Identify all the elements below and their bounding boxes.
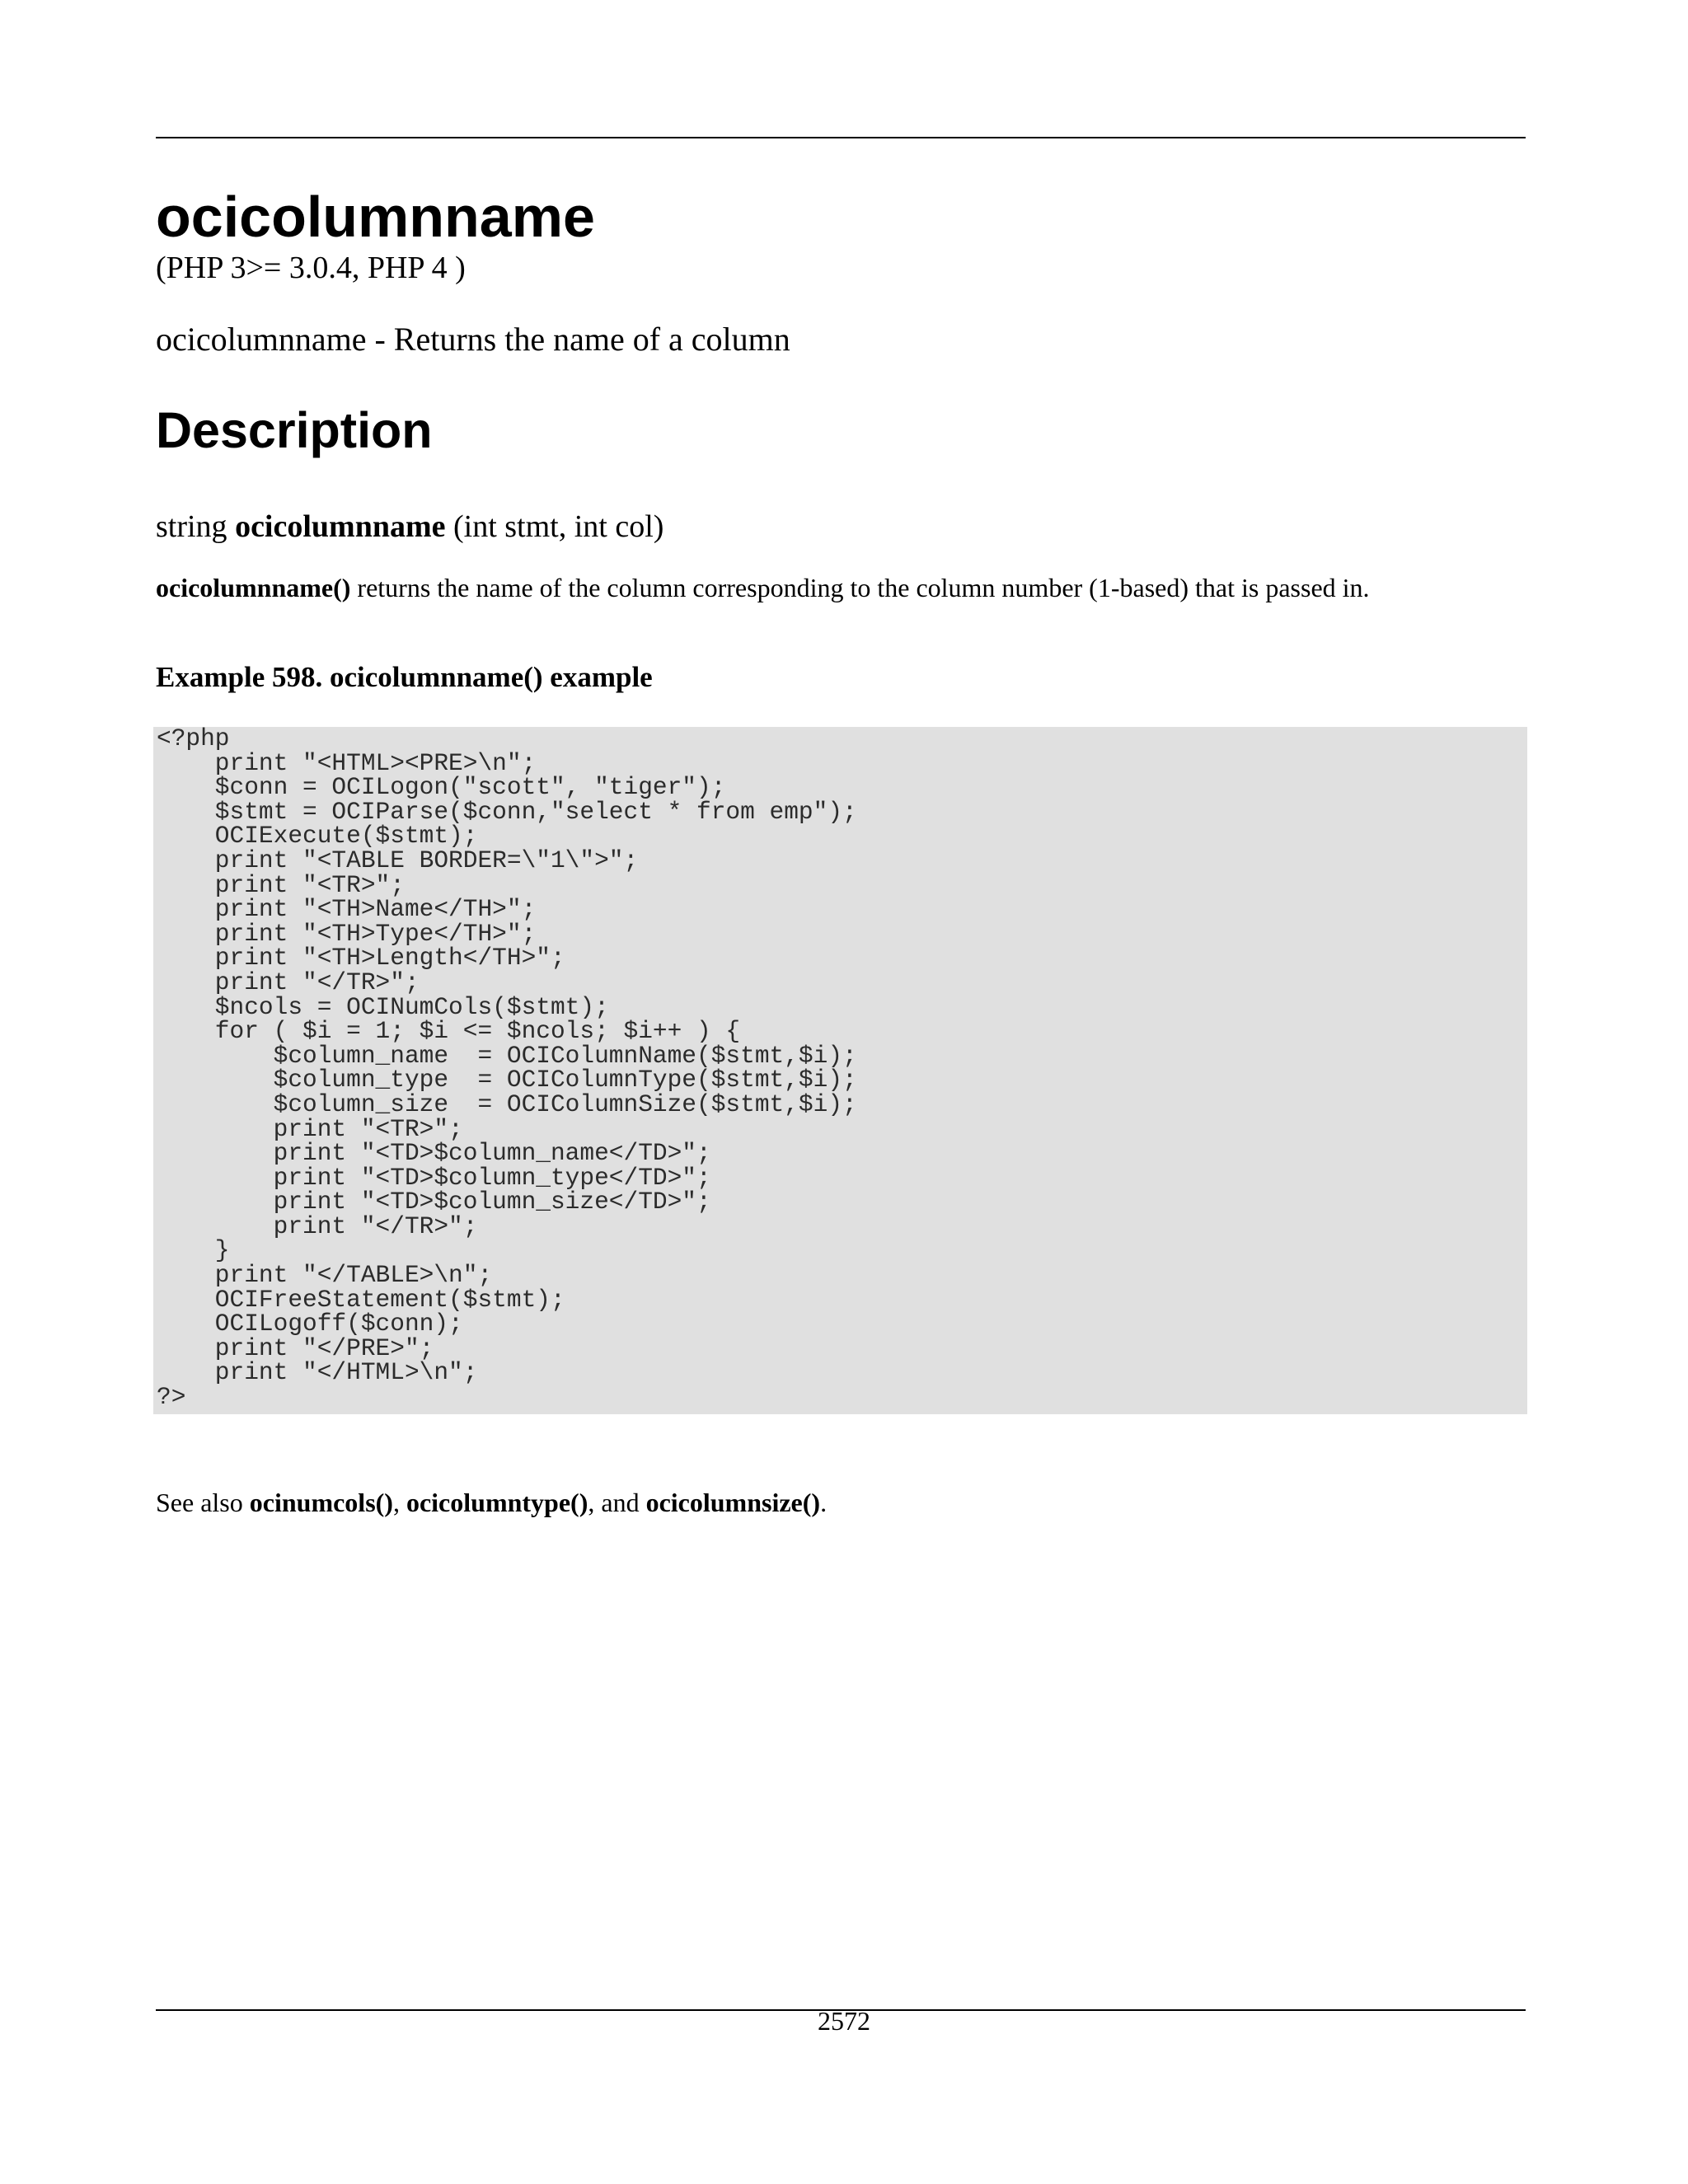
code-listing: <?php print "<HTML><PRE>\n"; $conn = OCILogon("scott", "tiger"); $stmt = OCIParse($conn,"select * from emp"); OCIExecute($stmt); print "<TABLE BORDER=\"1\">"; print "<TR>"; print "<TH>Name</TH>"; print "<TH>Type</TH>"; print "<TH>Length</TH>"; print "</TR>"; $ncols = OCINumCols($stmt); for ( $i = 1; $i <= $ncols; $i++ ) { $column_name = OCIColumnName($stmt,$i); $column_type = OCIColumnType($stmt,$i); $column_size = OCIColumnSize($stmt,$i); print "<TR>"; print "<TD>$column_name</TD>"; print "<TD>$column_type</TD>"; print "<TD>$column_size</TD>"; print "</TR>"; } print "</TABLE>\n"; OCIFreeStatement($stmt); OCILogoff($conn); print "</PRE>"; print "</HTML>\n"; ?> — [157, 727, 857, 1412]
ref-purpose: ocicolumnname - Returns the name of a column — [156, 321, 790, 358]
description-paragraph — [156, 572, 1370, 603]
see-also-link-ocinumcols[interactable]: ocinumcols() — [249, 1488, 393, 1517]
synopsis-function-name: ocicolumnname — [235, 509, 446, 544]
example-title: Example 598. ocicolumnname() example — [156, 661, 653, 693]
see-also-link-ocicolumnsize[interactable]: ocicolumnsize() — [645, 1488, 821, 1517]
version-info: (PHP 3>= 3.0.4, PHP 4 ) — [156, 251, 466, 285]
synopsis-params: (int stmt, int col) — [445, 509, 664, 544]
see-also-link-ocicolumntype[interactable]: ocicolumntype() — [406, 1488, 588, 1517]
see-also-separator: , and — [588, 1488, 646, 1517]
page-number: 2572 — [818, 2006, 870, 2036]
see-also-prefix: See also — [156, 1488, 250, 1517]
see-also-separator: , — [392, 1488, 406, 1517]
code-example — [153, 727, 1527, 1414]
function-synopsis — [156, 511, 663, 542]
synopsis-return-type: string — [156, 509, 236, 544]
paragraph-function-name: ocicolumnname() — [156, 573, 351, 602]
see-also-suffix: . — [820, 1488, 828, 1517]
page-footer — [0, 2006, 1688, 2036]
see-also — [156, 1487, 827, 1518]
page-title: ocicolumnname — [156, 185, 595, 249]
top-divider — [156, 137, 1526, 138]
description-heading: Description — [156, 402, 433, 458]
paragraph-text: returns the name of the column corresponding to the column number (1-based) that is passed in. — [350, 573, 1370, 602]
